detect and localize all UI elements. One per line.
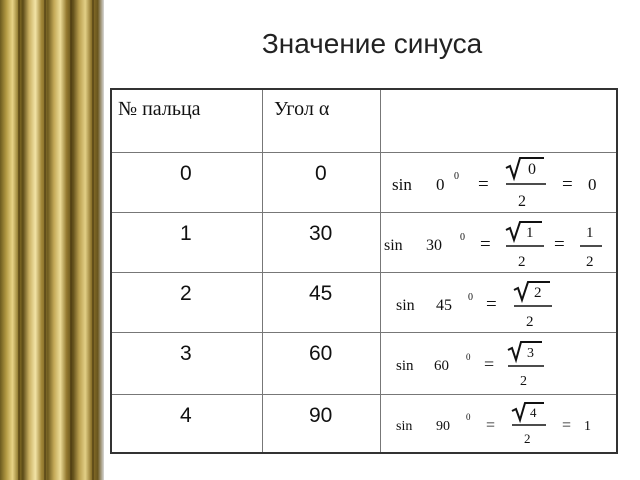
- square-root-icon: [514, 282, 550, 300]
- angle-60: 60: [309, 342, 333, 365]
- denominator: 2: [518, 193, 526, 210]
- decorative-gold-column: [0, 0, 104, 480]
- sin-word: sin: [392, 175, 412, 194]
- denominator: 2: [524, 431, 531, 446]
- equals-sign: =: [554, 234, 565, 255]
- finger-4: 4: [180, 404, 192, 427]
- sin-word: sin: [396, 419, 413, 434]
- radicand: 4: [530, 405, 537, 420]
- radicand: 1: [526, 225, 534, 241]
- formula-sin-30: [382, 214, 616, 277]
- degree-superscript: 0: [466, 412, 471, 422]
- angle-30: 30: [309, 222, 333, 245]
- formula-sin-90: [392, 398, 612, 455]
- square-root-icon: [506, 158, 544, 178]
- finger-3: 3: [180, 342, 192, 365]
- slide-title: Значение синуса: [261, 28, 483, 59]
- radicand: 3: [527, 346, 534, 361]
- header-finger: № пальца: [118, 98, 201, 120]
- angle-degrees: 45: [436, 297, 452, 314]
- formula-sin-60: [392, 336, 592, 397]
- equals-sign: =: [478, 174, 489, 195]
- header-angle: Угол α: [274, 98, 330, 120]
- denominator: 2: [518, 254, 526, 270]
- result: 0: [588, 175, 597, 194]
- column-divider: [380, 90, 381, 452]
- denominator: 2: [526, 314, 534, 330]
- sin-word: sin: [396, 297, 415, 314]
- equals-sign: =: [562, 417, 572, 434]
- degree-superscript: 0: [460, 232, 465, 243]
- degree-superscript: 0: [468, 292, 473, 303]
- square-root-icon: [506, 222, 542, 240]
- square-root-icon: [508, 342, 542, 360]
- column-divider: [262, 90, 263, 452]
- formula-sin-0: [388, 154, 616, 217]
- formula-sin-45: [392, 274, 592, 337]
- row-divider: [112, 152, 616, 153]
- angle-degrees: 90: [436, 419, 450, 434]
- sine-table: [110, 88, 618, 454]
- angle-90: 90: [309, 404, 333, 427]
- sin-word: sin: [396, 358, 414, 374]
- angle-45: 45: [309, 282, 333, 305]
- result: 1: [584, 419, 591, 434]
- equals-sign: =: [486, 417, 496, 434]
- equals-sign: =: [562, 174, 573, 195]
- result-denominator: 2: [586, 254, 594, 270]
- equals-sign: =: [486, 294, 497, 315]
- sin-word: sin: [384, 237, 403, 254]
- denominator: 2: [520, 374, 527, 389]
- angle-0: 0: [315, 162, 327, 185]
- radicand: 0: [528, 161, 536, 178]
- finger-1: 1: [180, 222, 192, 245]
- result-numerator: 1: [586, 225, 594, 241]
- finger-0: 0: [180, 162, 192, 185]
- square-root-icon: [512, 403, 544, 420]
- angle-degrees: 60: [434, 358, 449, 374]
- equals-sign: =: [484, 354, 495, 374]
- finger-2: 2: [180, 282, 192, 305]
- degree-superscript: 0: [454, 171, 459, 182]
- angle-degrees: 30: [426, 237, 442, 254]
- radicand: 2: [534, 285, 542, 301]
- angle-degrees: 0: [436, 175, 445, 194]
- degree-superscript: 0: [466, 352, 471, 362]
- equals-sign: =: [480, 234, 491, 255]
